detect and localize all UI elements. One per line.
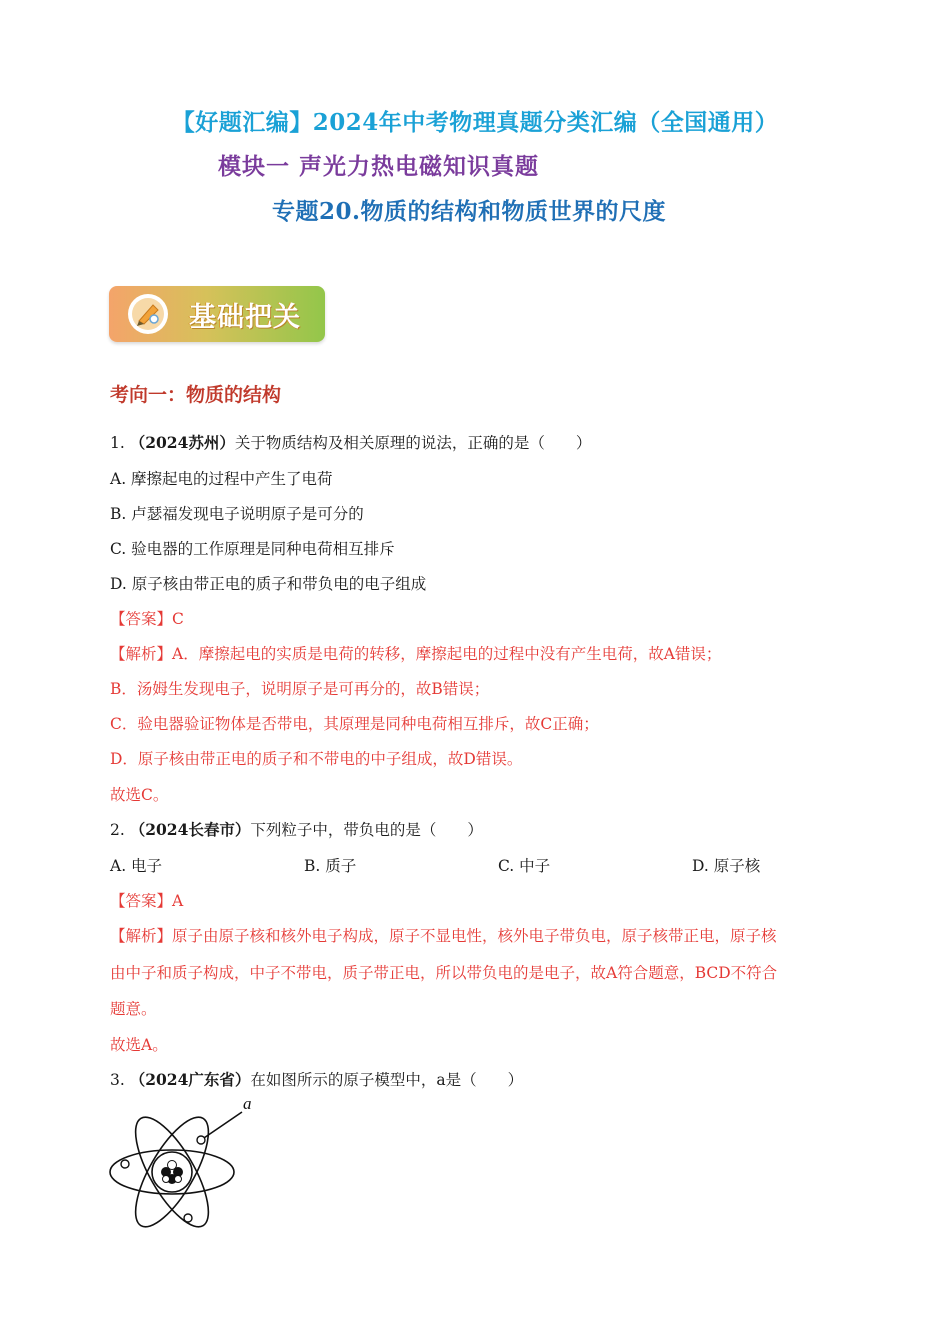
question-3-stem xyxy=(110,1068,523,1090)
electron-orbit xyxy=(122,1107,222,1236)
option-c: C. 中子 xyxy=(498,857,551,875)
electron-a xyxy=(197,1136,205,1144)
question-text: 在如图所示的原子模型中，a是（ ） xyxy=(250,1071,524,1089)
analysis-line: 题意。 xyxy=(110,1000,157,1018)
analysis-line: C．验电器验证物体是否带电，其原理是同种电荷相互排斥，故C正确； xyxy=(110,715,599,733)
question-text: 关于物质结构及相关原理的说法，正确的是（ ） xyxy=(234,434,592,452)
atom-model-figure xyxy=(104,1092,264,1252)
electron-orbit xyxy=(122,1107,222,1236)
analysis-conclusion: 故选C。 xyxy=(110,786,169,804)
option-a: A. 摩擦起电的过程中产生了电荷 xyxy=(110,470,333,488)
document-title: 【好题汇编】2024年中考物理真题分类汇编（全国通用） xyxy=(171,109,779,136)
analysis-line: 由中子和质子构成，中子不带电，质子带正电，所以带负电的是电子，故A符合题意，BCD不符合 xyxy=(110,964,778,982)
question-1-stem xyxy=(110,431,591,453)
analysis-line: 【解析】原子由原子核和核外电子构成，原子不显电性，核外电子带负电，原子核带正电，原子核 xyxy=(110,927,777,945)
question-source: （2024广东省） xyxy=(129,1070,251,1089)
question-number: 3. xyxy=(110,1071,125,1089)
option-c: C. 验电器的工作原理是同种电荷相互排斥 xyxy=(110,540,395,558)
module-title: 模块一 声光力热电磁知识真题 xyxy=(218,153,540,180)
analysis-line: D．原子核由带正电的质子和不带电的中子组成，故D错误。 xyxy=(110,750,523,768)
analysis-line: 【解析】A．摩擦起电的实质是电荷的转移，摩擦起电的过程中没有产生电荷，故A错误； xyxy=(110,645,722,663)
option-b: B. 卢瑟福发现电子说明原子是可分的 xyxy=(110,505,364,523)
analysis-line: B．汤姆生发现电子，说明原子是可再分的，故B错误； xyxy=(110,680,490,698)
question-2-stem xyxy=(110,818,483,840)
section-badge xyxy=(109,286,325,342)
analysis-conclusion: 故选A。 xyxy=(110,1036,168,1054)
nucleus-boundary xyxy=(152,1152,192,1192)
option-b: B. 质子 xyxy=(304,857,357,875)
option-d: D. 原子核 xyxy=(692,857,761,875)
answer: 【答案】C xyxy=(110,610,184,628)
badge-label: 基础把关 xyxy=(189,302,301,333)
electron xyxy=(121,1160,129,1168)
question-text: 下列粒子中，带负电的是（ ） xyxy=(250,821,483,839)
option-a: A. 电子 xyxy=(110,857,163,875)
electron xyxy=(184,1214,192,1222)
topic-title: 专题20.物质的结构和物质世界的尺度 xyxy=(271,198,666,225)
nucleus xyxy=(162,1161,183,1184)
figure-label-a: a xyxy=(243,1094,252,1113)
question-source: （2024苏州） xyxy=(129,433,235,452)
option-d: D. 原子核由带正电的质子和带负电的电子组成 xyxy=(110,575,427,593)
question-number: 1. xyxy=(110,434,125,452)
electron-orbit xyxy=(110,1150,234,1194)
question-number: 2. xyxy=(110,821,125,839)
question-source: （2024长春市） xyxy=(129,820,251,839)
pen-nib-icon xyxy=(127,293,169,335)
answer: 【答案】A xyxy=(110,892,184,910)
section-title: 考向一：物质的结构 xyxy=(110,384,282,406)
